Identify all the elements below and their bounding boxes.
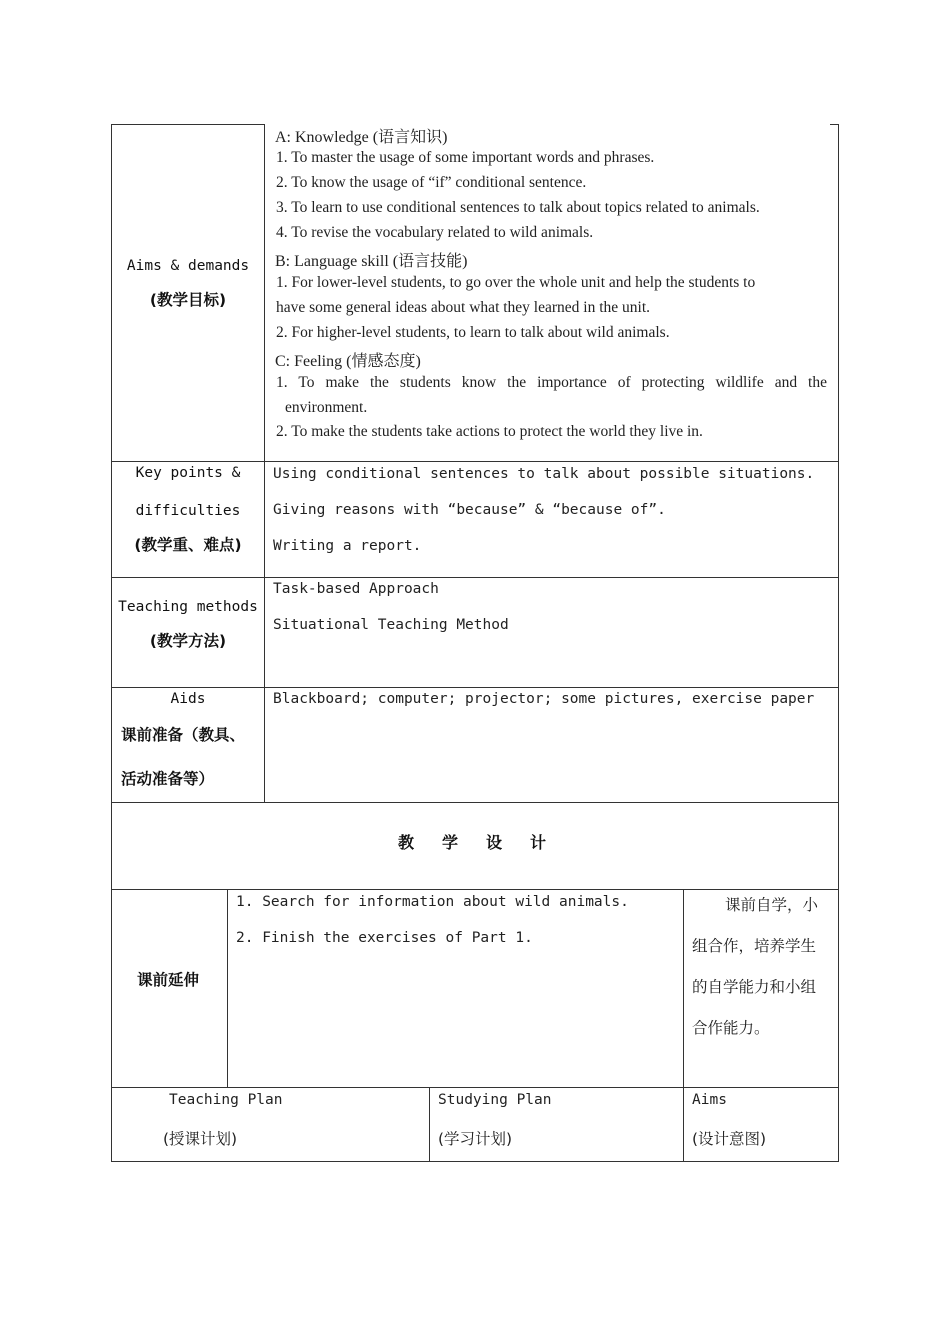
method-item: Situational Teaching Method: [273, 617, 509, 633]
aims-line: 1. For lower-level students, to go over the whole unit and help the students to: [276, 274, 756, 291]
row-divider-aids: [111, 802, 839, 803]
aims-label-cn: (教学目标): [149, 291, 227, 309]
preview-item: 2. Finish the exercises of Part 1.: [236, 930, 533, 946]
key-points-label-line2: difficulties: [135, 503, 241, 519]
plan-column-divider: [429, 1087, 430, 1162]
aims-label: [112, 258, 264, 310]
row-divider-methods: [111, 687, 839, 688]
table-bottom-border: [111, 1161, 839, 1162]
preview-label-divider: [227, 889, 228, 1087]
aims-heading-knowledge: A: Knowledge (语言知识): [275, 129, 448, 146]
aims-header: Aims: [692, 1092, 727, 1108]
preview-label: 课前延伸: [137, 971, 200, 989]
methods-label-cn: (教学方法): [149, 632, 227, 650]
aims-label-en: Aims & demands: [126, 258, 250, 274]
preview-aim-line: 组合作，培养学生: [692, 937, 817, 955]
preview-aim-line: 合作能力。: [692, 1019, 770, 1037]
key-points-label-line1: Key points &: [135, 465, 241, 481]
aims-column-divider: [683, 889, 684, 1162]
table-corner-tick: [830, 124, 839, 125]
aims-line: 2. To make the students take actions to protect the world they live in.: [276, 423, 703, 440]
methods-label-en: Teaching methods: [118, 599, 258, 615]
aims-heading-skill: B: Language skill (语言技能): [275, 253, 468, 270]
preview-aim-line: 课前自学，小: [725, 896, 819, 914]
row-divider-keypoints: [111, 577, 839, 578]
teaching-plan-header-cn: (授课计划): [163, 1130, 238, 1148]
label-column-divider: [264, 124, 265, 803]
aims-line: 1. To make the students know the importance of protecting wildlife and the: [276, 374, 827, 391]
aims-line: 1. To master the usage of some important words and phrases.: [276, 149, 655, 166]
design-title: 教 学 设 计: [397, 833, 552, 852]
preview-item: 1. Search for information about wild animals.: [236, 894, 629, 910]
aids-label-cn-line1: 课前准备（教具、: [121, 726, 246, 744]
aims-line: 4. To revise the vocabulary related to wild animals.: [276, 224, 594, 241]
aids-text: Blackboard; computer; projector; some pictures, exercise paper: [273, 691, 815, 707]
key-point-item: Giving reasons with “because” & “because of”.: [273, 502, 666, 518]
aims-line: have some general ideas about what they learned in the unit.: [276, 299, 651, 316]
key-points-label-cn: (教学重、难点): [134, 536, 242, 554]
aims-heading-feeling: C: Feeling (情感态度): [275, 353, 421, 370]
row-divider-aims: [111, 461, 839, 462]
aims-line: environment.: [285, 399, 368, 416]
key-point-item: Writing a report.: [273, 538, 422, 554]
table-top-border: [111, 124, 265, 125]
aims-line: 2. For higher-level students, to learn to talk about wild animals.: [276, 324, 670, 341]
row-divider-design: [111, 889, 839, 890]
methods-label: [112, 599, 264, 651]
method-item: Task-based Approach: [273, 581, 439, 597]
table-border-right: [838, 124, 839, 1162]
studying-plan-header: Studying Plan: [438, 1092, 552, 1108]
aids-label-en: Aids: [170, 691, 206, 707]
aims-header-cn: (设计意图): [692, 1130, 767, 1148]
aids-label: [121, 691, 264, 789]
studying-plan-header-cn: (学习计划): [438, 1130, 513, 1148]
row-divider-preview: [111, 1087, 839, 1088]
preview-aim-line: 的自学能力和小组: [692, 978, 817, 996]
key-points-label: [112, 465, 264, 555]
aims-line: 2. To know the usage of “if” conditional sentence.: [276, 174, 587, 191]
teaching-plan-header: Teaching Plan: [169, 1092, 283, 1108]
aims-line: 3. To learn to use conditional sentences to talk about topics related to animals.: [276, 199, 760, 216]
aids-label-cn-line2: 活动准备等）: [121, 770, 215, 788]
key-point-item: Using conditional sentences to talk about possible situations.: [273, 466, 815, 482]
